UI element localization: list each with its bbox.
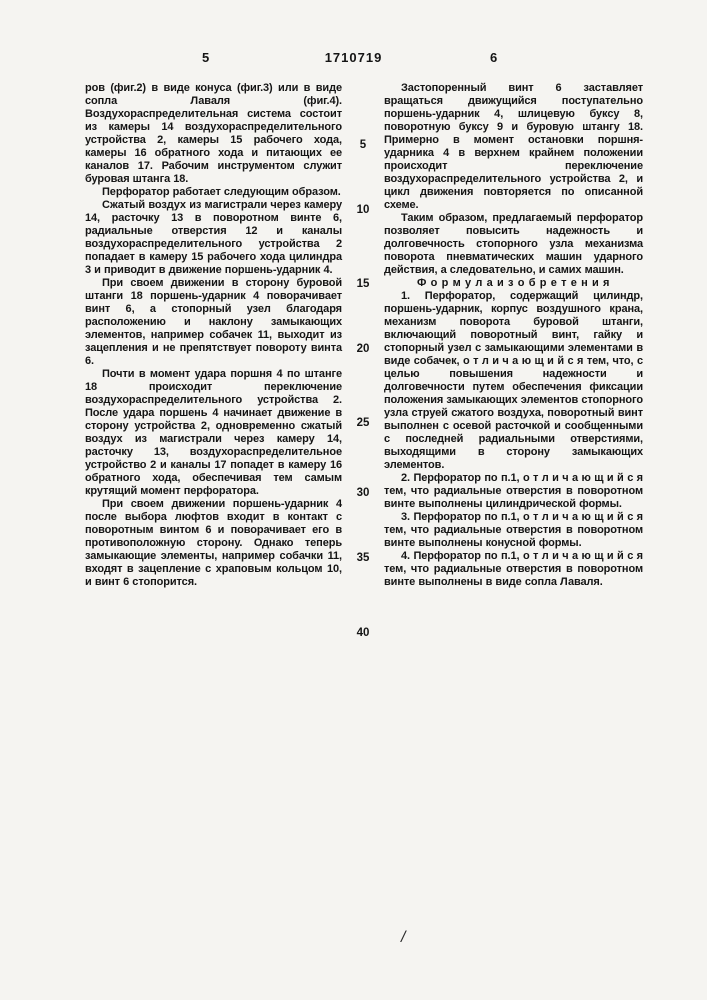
claim-paragraph: 4. Перфоратор по п.1, о т л и ч а ю щ и й с я тем, что радиальные отверстия в поворотном винте выполнены в виде сопла Лаваля.	[384, 550, 643, 588]
paragraph: Застопоренный винт 6 заставляет вращаться движущийся поступательно поршень-ударник 4, шлицевую буксу 8, поворотную буксу 9 и буровую штангу 18. Примерно в момент остановки поршня-ударника 4 в верхнем крайнем положении происходит переключение воздухораспределительного устройства 2, и цикл движения повторяется по описанной схеме.	[384, 82, 643, 211]
right-column	[384, 82, 643, 589]
paragraph: Таким образом, предлагаемый перфоратор позволяет повысить надежность и долговечность стопорного узла механизма поворота пневматических машин ударного действия, а следовательно, и самих машин.	[384, 212, 643, 276]
claim-paragraph: 3. Перфоратор по п.1, о т л и ч а ю щ и й с я тем, что радиальные отверстия в поворотном винте выполнены конусной формы.	[384, 511, 643, 549]
gutter-line-number: 35	[356, 552, 370, 564]
scan-artifact-mark: /	[401, 929, 406, 946]
paragraph: При своем движении поршень-ударник 4 после выбора люфтов входит в контакт с поворотным винтом 6 и поворачивает его в противоположную сторону. Однако теперь замыкающие элементы, например собачки 11, входят в зацепление с храповым кольцом 10, и винт 6 стопорится.	[85, 498, 342, 588]
gutter-line-number: 5	[359, 139, 367, 151]
left-page-number: 5	[202, 50, 210, 65]
claim-paragraph: 2. Перфоратор по п.1, о т л и ч а ю щ и й с я тем, что радиальные отверстия в поворотном винте выполнены цилиндрической формы.	[384, 472, 643, 510]
claims-heading: Ф о р м у л а и з о б р е т е н и я	[417, 277, 610, 289]
gutter-line-number: 25	[356, 417, 370, 429]
patent-number: 1710719	[324, 50, 383, 65]
right-page-number: 6	[490, 50, 498, 65]
gutter-line-number: 15	[356, 278, 370, 290]
gutter-line-number: 40	[356, 627, 370, 639]
paragraph: Почти в момент удара поршня 4 по штанге 18 происходит переключение воздухораспределительного устройства 2. После удара поршень 4 начинает движение в сторону устройства 2, одновременно сжатый воздух из магистрали через камеру 14, расточку 13, воздухораспределительное устройство 2 и каналы 17 попадет в камеру 16 обратного хода, обеспечивая тем самым крутящий момент перфоратора.	[85, 368, 342, 497]
paragraph: При своем движении в сторону буровой штанги 18 поршень-ударник 4 поворачивает винт 6, а стопорный узел благодаря расположению и наклону замыкающих элементов, например собачек 11, выходит из зацепления и не препятствует повороту винта 6.	[85, 277, 342, 367]
gutter-line-number: 30	[356, 487, 370, 499]
paragraph: Сжатый воздух из магистрали через камеру 14, расточку 13 в поворотном винте 6, радиальные отверстия 12 и каналы воздухораспределительного устройства 2 попадает в камеру 15 рабочего хода цилиндра 3 и приводит в движение поршень-ударник 4.	[85, 199, 342, 276]
paragraph: Перфоратор работает следующим образом.	[102, 186, 341, 198]
left-column	[85, 82, 342, 589]
gutter-line-number: 10	[356, 204, 370, 216]
paragraph: ров (фиг.2) в виде конуса (фиг.3) или в виде сопла Лаваля (фиг.4). Воздухораспределительная система состоит из камеры 14 воздухораспределительного устройства 2, камеры 15 рабочего хода, камеры 16 обратного хода и питающих ее каналов 17. Рабочим инструментом служит буровая штанга 18.	[85, 82, 342, 185]
gutter-line-number: 20	[356, 343, 370, 355]
claim-paragraph: 1. Перфоратор, содержащий цилиндр, поршень-ударник, корпус воздушного крана, механизм поворота буровой штанги, включающий поворотный винт, гайку и стопорный узел с замыкающими элементами в виде собачек, о т л и ч а ю щ и й с я тем, что, с целью повышения надежности и долговечности путем обеспечения фиксации положения замыкающих элементов стопорного узла струей сжатого воздуха, поворотный винт выполнен с осевой расточкой и сообщенными с последней радиальными отверстиями, выходящими в сторону замыкающих элементов.	[384, 290, 643, 471]
